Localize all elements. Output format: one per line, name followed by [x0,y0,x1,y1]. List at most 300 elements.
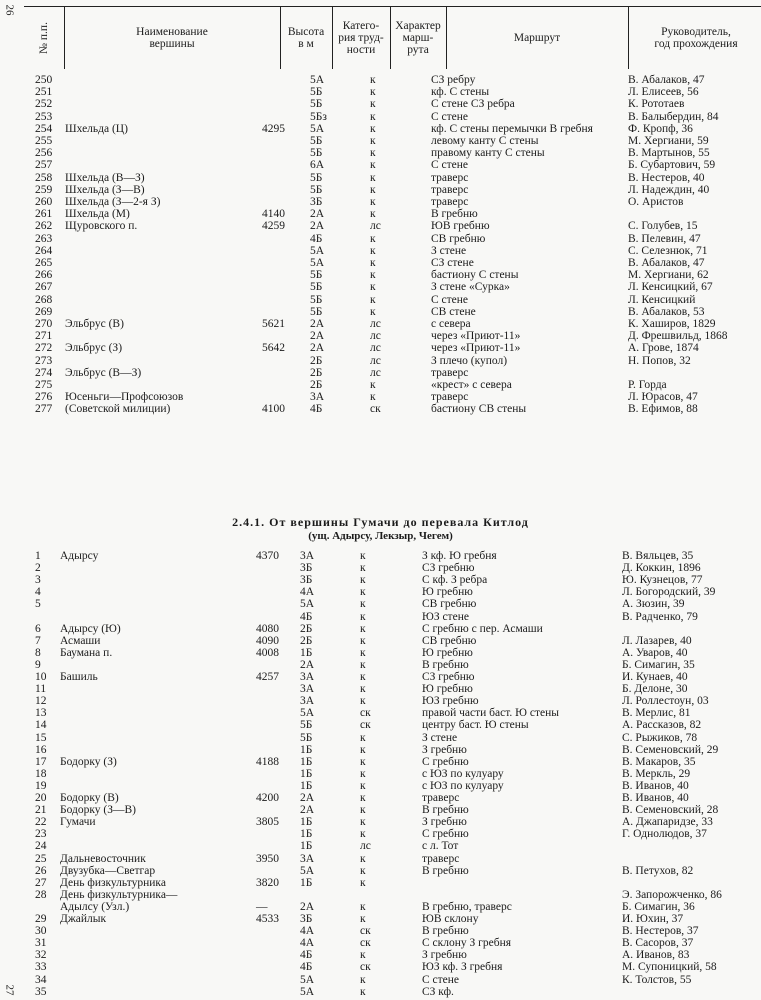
route-description: траверс [431,183,469,196]
route-description: правой части баст. Ю стены [422,707,559,720]
leader-year: Л. Лазарев, 40 [622,634,692,647]
peak-height: 4188 [256,755,279,768]
table-row [0,294,761,306]
table-row [0,306,761,318]
row-number: 21 [35,804,47,817]
section-subtitle: (ущ. Адырсу, Лекзыр, Чегем) [308,530,453,542]
route-character: к [360,731,366,744]
difficulty-category: 2А [300,658,315,671]
leader-year: К. Толстов, 55 [622,973,692,986]
route-description: траверс [431,171,469,184]
row-number: 35 [35,985,47,998]
difficulty-category: 2Б [310,366,323,379]
difficulty-category: 5Б [310,305,323,318]
header-peak-name: Наименование вершины [136,26,208,50]
table-row [0,379,761,391]
difficulty-category: 5Б [310,281,323,294]
row-number: 17 [35,755,47,768]
leader-year: В. Семеновский, 29 [622,743,719,756]
route-character: к [370,257,376,269]
difficulty-category: 3Б [300,562,313,575]
table-row [0,245,761,257]
leader-year: Р. Горда [628,379,667,391]
route-description: В гребню [422,658,469,671]
leader-year: М. Хергиани, 62 [628,269,709,282]
table-row [0,635,761,647]
route-description: З плечо (купол) [431,354,508,367]
route-description: З кф. Ю гребня [422,550,497,562]
peak-name: Юсеньги—Профсоюзов [65,391,184,404]
peak-name: Джайлык [60,913,107,925]
route-description: С стене СЗ ребра [431,98,515,111]
leader-year: Ф. Кропф, 36 [628,122,693,135]
route-description: ЮВ гребню [431,220,490,233]
route-character: к [360,743,366,756]
route-description: с севера [431,318,471,330]
row-number: 250 [35,74,53,86]
route-character: к [370,122,376,135]
page-number-top: 26 [3,4,16,16]
peak-name: Двузубка—Светгар [60,864,156,877]
peak-name: Щуровского п. [65,220,138,233]
route-description: СВ гребню [431,232,486,245]
difficulty-category: 5Б [310,293,323,306]
difficulty-category: 5А [300,864,315,877]
leader-year: В. Балыбердин, 84 [628,110,719,123]
route-character: лс [370,342,381,355]
table-row [0,937,761,949]
leader-year: О. Аристов [628,196,684,208]
leader-year: С. Голубев, 15 [628,220,698,233]
leader-year: В. Радченко, 79 [622,610,698,623]
row-number: 270 [35,318,53,330]
route-description: В гребню [431,208,478,221]
leader-year: Д. Фрешвильд, 1868 [628,330,728,343]
row-number: 263 [35,232,53,245]
row-number: 2 [35,562,41,575]
peak-name: Адылсу (Узл.) [60,900,130,913]
table-row [0,550,761,562]
route-character: ск [360,707,371,720]
route-character: к [370,135,376,147]
table-row [0,913,761,925]
peak-name: Шхельда (З—2-я З) [65,196,161,208]
difficulty-category: 4А [300,937,315,950]
route-description: СЗ стене [431,257,474,269]
route-description: З стене «Сурка» [431,281,510,294]
difficulty-category: 3А [300,550,315,562]
route-description: С гребню [422,828,469,841]
route-description: через «Приют-11» [431,330,521,343]
difficulty-category: 1Б [300,828,313,841]
table-row [0,659,761,671]
leader-year: И. Кунаев, 40 [622,671,688,683]
table-row [0,816,761,828]
peak-name: Башиль [60,671,98,683]
route-character: лс [360,840,371,853]
row-number: 264 [35,244,53,257]
table-row [0,949,761,961]
row-number: 23 [35,828,47,841]
row-number: 27 [35,876,47,889]
leader-year: С. Рыжиков, 78 [622,731,698,744]
route-description: С гребню с пер. Асмаши [422,622,543,635]
difficulty-category: 5А [310,122,325,135]
difficulty-category: 5Б [310,269,323,282]
route-character: к [360,852,366,865]
leader-year: В. Петухов, 82 [622,864,694,877]
route-character: к [360,622,366,635]
route-description: Ю гребню [422,683,473,696]
table-row [0,683,761,695]
leader-year: Л. Надеждин, 40 [628,183,710,196]
difficulty-category: 3Б [310,196,323,208]
row-number: 273 [35,354,53,367]
row-number: 24 [35,840,47,853]
leader-year: В. Пелевин, 47 [628,232,701,245]
route-character: к [370,86,376,99]
difficulty-category: 2Б [300,634,313,647]
header-height: Высота в м [287,26,325,50]
leader-year: В. Меркль, 29 [622,767,691,780]
route-character: к [360,973,366,986]
route-description: С склону З гребня [422,937,512,950]
route-description: траверс [422,792,460,804]
row-number: 254 [35,122,53,135]
route-character: к [360,792,366,804]
difficulty-category: 3А [300,695,315,708]
leader-year: Л. Юрасов, 47 [628,391,698,404]
route-description: С стене [431,159,469,172]
leader-year: В. Абалаков, 47 [628,74,705,86]
difficulty-category: 2Б [310,379,323,391]
difficulty-category: 2А [300,900,315,913]
leader-year: В. Мерлис, 81 [622,707,691,720]
route-description: С стене [431,293,469,306]
difficulty-category: 5Б [300,719,313,732]
table-row [0,611,761,623]
route-description: С стене [422,973,460,986]
peak-name: День физкультурника— [60,888,178,901]
peak-height: 4533 [256,913,279,925]
difficulty-category: 5А [300,598,315,611]
row-number: 256 [35,147,53,160]
row-number: 272 [35,342,53,355]
difficulty-category: 1Б [300,816,313,829]
route-description: «крест» с севера [431,379,512,391]
difficulty-category: 3А [300,671,315,683]
leader-year: В. Ефимов, 88 [628,403,698,416]
table-row [0,586,761,598]
route-description: СЗ гребню [422,562,475,575]
difficulty-category: 4Б [300,961,313,974]
table-row [0,780,761,792]
difficulty-category: 5А [300,973,315,986]
leader-year: Г. Однолюдов, 37 [622,828,707,841]
difficulty-category: 5Б [300,731,313,744]
difficulty-category: 2А [310,318,325,330]
leader-year: А. Иванов, 83 [622,949,690,962]
route-character: ск [370,403,381,416]
row-number: 30 [35,925,47,938]
difficulty-category: 3А [300,683,315,696]
route-character: к [360,779,366,792]
row-number: 31 [35,937,47,950]
row-number: 15 [35,731,47,744]
leader-year: Э. Запорожченко, 86 [622,888,722,901]
route-character: к [360,586,366,599]
route-character: к [360,634,366,647]
route-character: к [370,98,376,111]
row-number: 20 [35,792,47,804]
difficulty-category: 5А [300,985,315,998]
difficulty-category: 5Бз [310,110,327,123]
route-description: З гребню [422,949,467,962]
route-description: В гребню [422,804,469,817]
table-row [0,671,761,683]
route-character: лс [370,354,381,367]
route-character: к [360,876,366,889]
row-number: 32 [35,949,47,962]
table-row [0,220,761,232]
peak-name: Бодорку (З) [60,755,117,768]
route-description: В гребню [422,864,469,877]
leader-year: Л. Кенсицкий [628,293,696,306]
route-character: к [360,828,366,841]
route-character: к [370,281,376,294]
leader-year: Л. Елисеев, 56 [628,86,699,99]
peak-name: Адырсу [60,550,99,562]
route-character: к [370,208,376,221]
route-character: ск [360,925,371,938]
route-description: Ю гребню [422,586,473,599]
leader-year: Н. Попов, 32 [628,354,691,367]
leader-year: А. Рассказов, 82 [622,719,702,732]
row-number: 26 [35,864,47,877]
table-row [0,233,761,245]
row-number: 6 [35,622,41,635]
route-description: ЮВ склону [422,913,479,925]
table-row [0,184,761,196]
header-leader: Руководитель, год прохождения [654,26,738,50]
table-row [0,147,761,159]
leader-year: Ю. Кузнецов, 77 [622,574,703,587]
table-row [0,647,761,659]
route-description: траверс [431,391,469,404]
difficulty-category: 1Б [300,743,313,756]
route-description: траверс [431,196,469,208]
table-row [0,159,761,171]
peak-name: Эльбрус (В—З) [65,366,142,379]
row-number: 1 [35,550,41,562]
row-number: 16 [35,743,47,756]
row-number: 9 [35,658,41,671]
route-character: к [360,671,366,683]
row-number: 255 [35,135,53,147]
difficulty-category: 4А [300,586,315,599]
route-description: ЮЗ кф. З гребня [422,961,503,974]
section-title: 2.4.1. От вершины Гумачи до перевала Китлод [232,515,529,529]
difficulty-category: 2А [300,804,315,817]
table-row [0,707,761,719]
route-description: В гребню, траверс [422,900,512,913]
route-character: к [360,610,366,623]
table-row [0,208,761,220]
row-number: 22 [35,816,47,829]
route-character: ск [360,937,371,950]
difficulty-category: 5Б [310,183,323,196]
difficulty-category: 4Б [300,949,313,962]
route-description: кф. С стены перемычки В гребня [431,122,593,135]
peak-name: Эльбрус (В) [65,318,124,330]
route-character: лс [370,220,381,233]
header-character: Характер марш- рута [395,20,441,56]
page-number-bottom: 27 [3,984,16,996]
route-character: к [360,949,366,962]
table-row [0,355,761,367]
route-character: к [370,305,376,318]
leader-year: В. Иванов, 40 [622,792,689,804]
leader-year: Б. Симагин, 35 [622,658,695,671]
leader-year: Л. Роллестоун, 03 [622,695,709,708]
route-description: СЗ ребру [431,74,476,86]
leader-year: В. Семеновский, 28 [622,804,719,817]
route-description: траверс [422,852,460,865]
route-character: к [360,646,366,659]
leader-year: В. Иванов, 40 [622,779,689,792]
table-row [0,925,761,937]
route-character: к [370,159,376,172]
difficulty-category: 5Б [310,135,323,147]
table-row [0,877,761,889]
leader-year: В. Нестеров, 40 [628,171,705,184]
leader-year: М. Хергиани, 59 [628,135,709,147]
row-number: 4 [35,586,41,599]
row-number: 33 [35,961,47,974]
row-number: 12 [35,695,47,708]
row-number: 253 [35,110,53,123]
route-character: к [360,913,366,925]
leader-year: Л. Богородский, 39 [622,586,716,599]
peak-height: 3805 [256,816,279,829]
leader-year: С. Селезнюк, 71 [628,244,708,257]
route-description: правому канту С стены [431,147,545,160]
peak-height: 4257 [256,671,279,683]
leader-year: В. Нестеров, 37 [622,925,699,938]
difficulty-category: 2А [310,342,325,355]
route-character: к [360,695,366,708]
difficulty-category: 5А [300,707,315,720]
route-description: СЗ кф. [422,985,454,998]
leader-year: В. Абалаков, 53 [628,305,705,318]
row-number: 10 [35,671,47,683]
peak-height: — [256,900,268,913]
route-description: В гребню [422,925,469,938]
route-character: к [370,293,376,306]
row-number: 257 [35,159,53,172]
header-route: Маршрут [513,32,561,44]
header-category: Катего- рия труд- ности [338,20,384,56]
route-character: лс [370,330,381,343]
leader-year: И. Юхин, 37 [622,913,684,925]
route-description: с ЮЗ по кулуару [422,767,504,780]
route-description: Ю гребню [422,646,473,659]
difficulty-category: 2Б [300,622,313,635]
row-number: 13 [35,707,47,720]
peak-name: Шхельда (Ц) [65,122,128,135]
route-character: к [370,183,376,196]
row-number: 25 [35,852,47,865]
table-row [0,792,761,804]
route-character: к [370,74,376,86]
row-number: 3 [35,574,41,587]
row-number: 28 [35,888,47,901]
table-row [0,403,761,415]
table-row [0,391,761,403]
row-number: 34 [35,973,47,986]
table-row [0,901,761,913]
row-number: 274 [35,366,53,379]
table-row [0,123,761,135]
route-character: лс [370,318,381,330]
peak-name: Шхельда (З—В) [65,183,145,196]
row-number: 5 [35,598,41,611]
peak-height: 4295 [262,122,285,135]
route-character: к [360,864,366,877]
route-character: к [360,550,366,562]
leader-year: А. Уваров, 40 [622,646,688,659]
table-row [0,330,761,342]
peak-height: 4140 [262,208,285,221]
table-row [0,318,761,330]
leader-year: В. Мартынов, 55 [628,147,710,160]
table-row [0,623,761,635]
route-character: к [370,110,376,123]
table-row [0,732,761,744]
row-number: 276 [35,391,53,404]
difficulty-category: 5Б [310,171,323,184]
table-row [0,804,761,816]
peak-name: (Советской милиции) [65,403,171,416]
row-number: 266 [35,269,53,282]
route-description: З стене [422,731,458,744]
row-number: 11 [35,683,47,696]
difficulty-category: 4А [300,925,315,938]
peak-height: 5621 [262,318,285,330]
peak-height: 4200 [256,792,279,804]
difficulty-category: 1Б [300,646,313,659]
route-description: СВ стене [431,305,476,318]
route-description: с ЮЗ по кулуару [422,779,504,792]
difficulty-category: 5А [310,74,325,86]
row-number: 19 [35,779,47,792]
row-number: 29 [35,913,47,925]
row-number: 8 [35,646,41,659]
row-number: 14 [35,719,47,732]
peak-name: Шхельда (М) [65,208,130,221]
table-row [0,269,761,281]
route-character: к [370,391,376,404]
route-description: кф. С стены [431,86,490,99]
leader-year: В. Сасоров, 37 [622,937,694,950]
peak-height: 4080 [256,622,279,635]
peak-name: Бодорку (В) [60,792,119,804]
header-number: № п.п. [38,22,50,54]
difficulty-category: 4Б [310,232,323,245]
route-character: ск [360,961,371,974]
peak-height: 3950 [256,852,279,865]
table-row [0,744,761,756]
